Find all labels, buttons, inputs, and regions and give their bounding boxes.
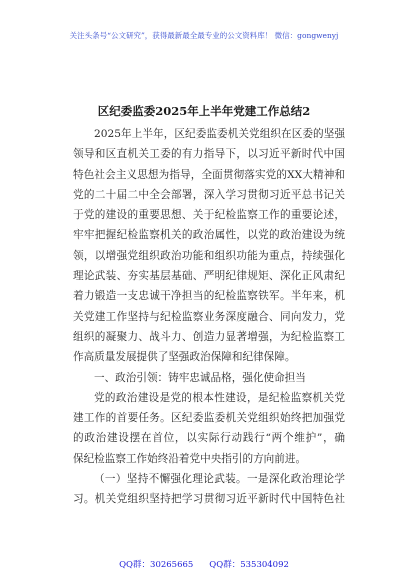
document-body (73, 124, 345, 510)
body-line: 关党建工作坚持与纪检监察业务深度融合、同向发力，党 (73, 310, 345, 323)
body-line: 理论武装、夯实基层基础、严明纪律规矩、深化正风肃纪 (73, 270, 345, 283)
footer-contacts (0, 558, 408, 570)
body-line: 党的政治建设是党的根本性建设，是纪检监察机关党 (94, 391, 345, 404)
body-line: 2025年上半年，区纪委监委机关党组织在区委的坚强 (94, 128, 345, 140)
body-line: 建工作的首要任务。区纪委监委机关党组织始终把加强党 (73, 412, 345, 425)
body-line: 牢牢把握纪检监察机关的政治属性，以党的政治建设为统 (73, 229, 345, 242)
body-line: 习。机关党组织坚持把学习贯彻习近平新时代中国特色社 (73, 493, 345, 506)
body-line: 党的二十届二中全会部署，深入学习贯彻习近平总书记关 (73, 188, 345, 201)
body-line: 领导和区直机关工委的有力指导下，以习近平新时代中国 (73, 148, 345, 161)
body-line: 特色社会主义思想为指导，全面贯彻落实党的XX大精神和 (73, 168, 345, 181)
body-line: 作高质量发展提供了坚强政治保障和纪律保障。 (73, 351, 296, 364)
body-line: 着力锻造一支忠诚干净担当的纪检监察铁军。半年来，机 (73, 290, 345, 303)
footer-qq-group-2: QQ群：535304092 (209, 560, 289, 570)
body-line: 领，以增强党组织政治功能和组织功能为重点，持续强化 (73, 249, 345, 262)
body-line: 的政治建设摆在首位，以实际行动践行“两个维护”，确 (73, 432, 345, 445)
body-line: （一）坚持不懈强化理论武装。一是深化政治理论学 (94, 473, 345, 486)
section-heading: 一、政治引领：铸牢忠诚品格，强化使命担当 (94, 371, 306, 384)
body-line: 保纪检监察工作始终沿着党中央指引的方向前进。 (73, 452, 307, 465)
promo-banner: 关注头条号“公文研究”，获得最新最全最专业的公文资料库！ 微信：gongwenyj (69, 31, 339, 40)
document-title: 区纪委监委2025年上半年党建工作总结2 (97, 104, 311, 118)
body-line: 组织的凝聚力、战斗力、创造力显著增强，为纪检监察工 (73, 330, 345, 343)
footer-qq-group-1: QQ群：30265665 (119, 560, 194, 570)
body-line: 于党的建设的重要思想、关于纪检监察工作的重要论述， (73, 209, 345, 222)
